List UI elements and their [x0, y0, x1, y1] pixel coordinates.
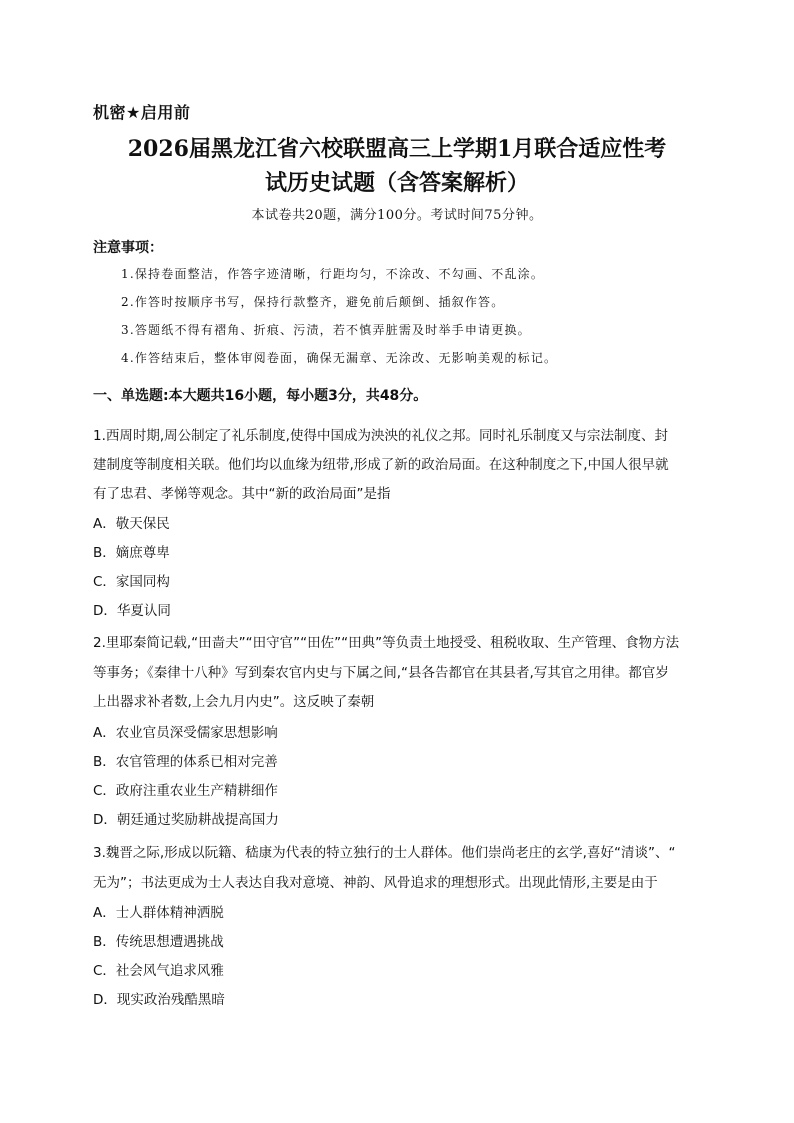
question-3-option-c[interactable]: C．社会风气追求风雅 [93, 963, 224, 979]
question-1-option-a[interactable]: A．敬天保民 [93, 516, 170, 532]
secret-label: 机密★启用前 [93, 103, 191, 122]
question-2-text: 上出器求补者数,上会九月内史”。这反映了秦朝 [93, 694, 375, 710]
notice-item: 3.答题纸不得有褶角、折痕、污渍，若不慎弄脏需及时举手申请更换。 [121, 323, 531, 337]
notice-heading: 注意事项： [93, 240, 163, 256]
question-3-text: 无为”；书法更成为士人表达自我对意境、神韵、风骨追求的理想形式。出现此情形,主要是由于 [93, 875, 658, 891]
question-1-text: 1.西周时期,周公制定了礼乐制度,使得中国成为泱泱的礼仪之邦。同时礼乐制度又与宗法制度、封 [93, 428, 668, 444]
question-3-option-a[interactable]: A．士人群体精神洒脱 [93, 905, 224, 921]
question-3-text: 3.魏晋之际,形成以阮籍、嵇康为代表的特立独行的士人群体。他们崇尚老庄的玄学,喜好“清谈”、“ [93, 845, 676, 861]
question-2-option-b[interactable]: B．农官管理的体系已相对完善 [93, 754, 278, 770]
question-2-option-c[interactable]: C．政府注重农业生产精耕细作 [93, 783, 278, 799]
question-1-option-b[interactable]: B．嫡庶尊卑 [93, 545, 170, 561]
question-1-text: 建制度等制度相关联。他们均以血缘为纽带,形成了新的政治局面。在这种制度之下,中国人很早就 [93, 457, 669, 473]
question-1-text: 有了忠君、孝悌等观念。其中“新的政治局面”是指 [93, 486, 391, 502]
notice-item: 4.作答结束后，整体审阅卷面，确保无漏章、无涂改、无影响美观的标记。 [121, 351, 558, 365]
question-2-text: 等事务；《秦律十八种》写到秦农官内史与下属之间,“县各告都官在其县者,写其官之用律。都官岁 [93, 665, 669, 681]
exam-subtitle: 本试卷共20题，满分100分。考试时间75分钟。 [251, 208, 543, 223]
notice-item: 1.保持卷面整洁，作答字迹清晰，行距均匀，不涂改、不勾画、不乱涂。 [121, 267, 545, 281]
question-1-option-c[interactable]: C．家国同构 [93, 574, 170, 590]
exam-title-line1: 2026届黑龙江省六校联盟高三上学期1月联合适应性考 [127, 136, 667, 162]
question-2-text: 2.里耶秦简记载,“田啬夫”“田守官”“田佐”“田典”等负责土地授受、租税收取、生产管理、食物方法 [93, 635, 680, 651]
question-1-option-d[interactable]: D．华夏认同 [93, 603, 171, 619]
notice-item: 2.作答时按顺序书写，保持行款整齐，避免前后颠倒、插叙作答。 [121, 295, 505, 309]
question-3-option-d[interactable]: D．现实政治残酷黑暗 [93, 992, 225, 1008]
question-2-option-d[interactable]: D．朝廷通过奖励耕战提高国力 [93, 812, 279, 828]
question-2-option-a[interactable]: A．农业官员深受儒家思想影响 [93, 725, 278, 741]
question-3-option-b[interactable]: B．传统思想遭遇挑战 [93, 934, 224, 950]
section-heading: 一、单选题:本大题共16小题，每小题3分，共48分。 [93, 388, 428, 404]
exam-title-line2: 试历史试题（含答案解析） [264, 170, 529, 196]
